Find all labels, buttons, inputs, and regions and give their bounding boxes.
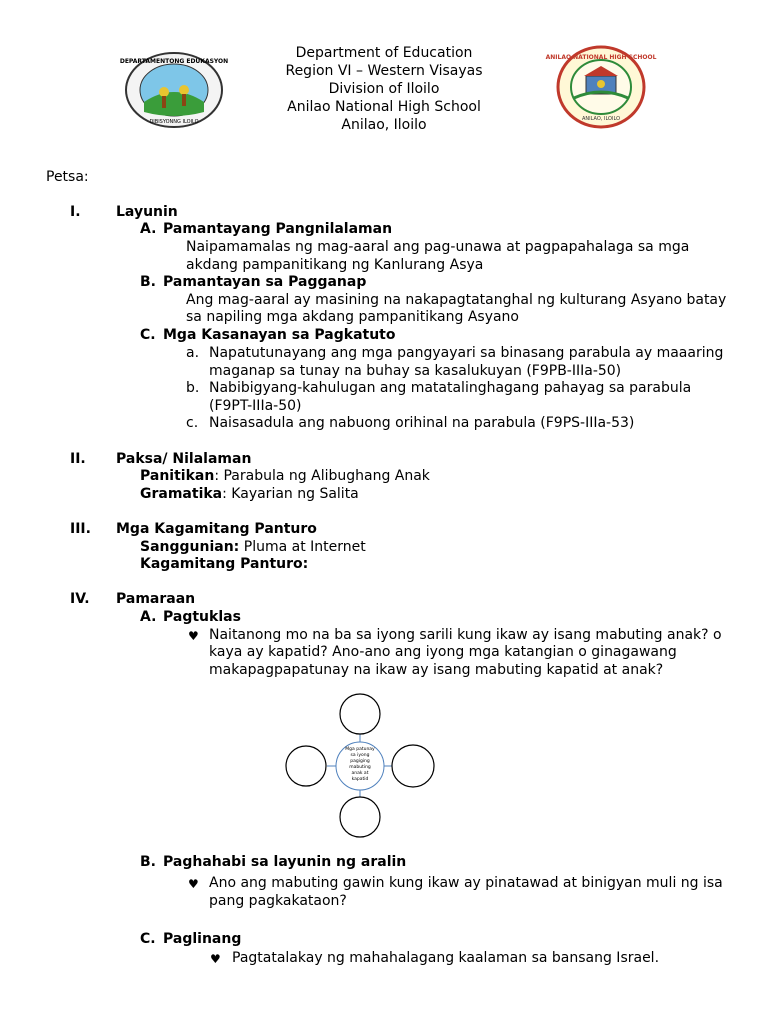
objective-b-letter: b. — [186, 380, 200, 396]
sanggunian-label: Sanggunian: — [140, 539, 240, 555]
section-1b-text-line1: Ang mag-aaral ay masining na nakapagtatanghal ng kulturang Asyano batay — [186, 292, 727, 308]
section-1b-text-line2: sa napiling mga akdang pampanitikang Asyano — [186, 309, 519, 325]
heart-bullet-icon: ♥ — [188, 877, 199, 891]
panitikan-label: Panitikan — [140, 468, 215, 484]
diagram-left-circle — [286, 746, 326, 786]
section-3-title: Mga Kagamitang Panturo — [116, 521, 317, 537]
sanggunian-row — [140, 538, 366, 556]
objective-a-line1: Napatutunayang ang mga pangyayari sa binasang parabula ay maaaring — [209, 345, 724, 361]
header-line-department: Department of Education — [295, 45, 473, 61]
gramatika-label: Gramatika — [140, 486, 223, 502]
section-4b-title: Paghahabi sa layunin ng aralin — [163, 854, 407, 870]
section-1c-title: Mga Kasanayan sa Pagkatuto — [163, 327, 396, 343]
section-1a-text-line1: Naipamamalas ng mag-aaral ang pag-unawa at pagpapahalaga sa mga — [186, 239, 690, 255]
section-1a-letter: A. — [140, 221, 157, 237]
diagram-center-text-3: pagiging — [350, 759, 370, 764]
anhs-seal-text: ANILAO NATIONAL HIGH SCHOOL — [545, 54, 657, 61]
pagtuklas-text-line1: Naitanong mo na ba sa iyong sarili kung ikaw ay isang mabuting anak? o — [209, 627, 722, 643]
heart-bullet-icon: ♥ — [188, 629, 199, 643]
section-4c-title: Paglinang — [163, 931, 242, 947]
objective-c-line1: Naisasadula ang nabuong orihinal na parabula (F9PS-IIIa-53) — [209, 415, 635, 431]
gramatika-value: : Kayarian ng Salita — [222, 486, 359, 502]
document-header — [0, 44, 768, 134]
paglinang-text-line1: Pagtatalakay ng mahahalagang kaalaman sa bansang Israel. — [232, 950, 660, 966]
objective-b-line1: Nabibigyang-kahulugan ang matatalinghagang pahayag sa parabula — [209, 380, 692, 396]
panitikan-row — [140, 467, 430, 485]
kagamitang-panturo-label: Kagamitang Panturo: — [140, 556, 309, 572]
deped-seal-text: DEPARTAMENTONG EDUKASYON — [119, 58, 229, 65]
header-line-address: Anilao, Iloilo — [341, 117, 427, 133]
diagram-center-text-6: kapatid — [351, 777, 369, 782]
anhs-seal-bottom-text: ANILAO, ILOILO — [581, 116, 621, 122]
gramatika-row — [140, 485, 359, 503]
section-4-title: Pamaraan — [116, 591, 196, 607]
petsa-label: Petsa: — [46, 169, 89, 185]
diagram-top-circle — [340, 694, 380, 734]
section-2-number: II. — [70, 451, 86, 467]
section-2-title: Paksa/ Nilalaman — [116, 451, 252, 467]
diagram-center-text-4: mabuting — [349, 765, 371, 770]
objective-b-line2: (F9PT-IIIa-50) — [209, 398, 302, 414]
section-1a-text-line2: akdang pampanitikang ng Kanlurang Asya — [186, 257, 484, 273]
diagram-center-text-1: Mga patunay — [345, 747, 375, 752]
objective-c-letter: c. — [186, 415, 199, 431]
diagram-center-text-2: sa iyong — [350, 753, 370, 758]
section-1-number: I. — [70, 204, 81, 220]
section-4c-letter: C. — [140, 931, 156, 947]
objective-a-line2: maganap sa tunay na buhay sa kasalukuyan (F9PB-IIIa-50) — [209, 363, 622, 379]
header-line-division: Division of Iloilo — [328, 81, 440, 97]
pagtuklas-text-line2: kaya ay kapatid? Ano-ano ang iyong mga katangian o ginagawang — [209, 644, 677, 660]
section-1b-letter: B. — [140, 274, 156, 290]
panitikan-value: : Parabula ng Alibughang Anak — [214, 468, 430, 484]
sanggunian-value: Pluma at Internet — [239, 539, 366, 555]
concept-map-diagram — [282, 694, 438, 838]
section-1-title: Layunin — [116, 204, 178, 220]
objective-a-letter: a. — [186, 345, 200, 361]
diagram-bottom-circle — [340, 797, 380, 837]
header-line-school: Anilao National High School — [287, 99, 481, 115]
paghahabi-text-line2: pang pagkakataon? — [209, 893, 347, 909]
section-1c-letter: C. — [140, 327, 156, 343]
diagram-right-circle — [392, 745, 434, 787]
section-4b-letter: B. — [140, 854, 156, 870]
diagram-center-text-5: anak at — [351, 771, 369, 776]
section-3-number: III. — [70, 521, 91, 537]
heart-bullet-icon: ♥ — [210, 952, 221, 966]
deped-seal-bottom-text: DIBISYONNG ILOILO — [149, 119, 199, 125]
section-1b-title: Pamantayan sa Pagganap — [163, 274, 367, 290]
section-4-number: IV. — [70, 591, 90, 607]
pagtuklas-text-line3: makapagpapatunay na ikaw ay isang mabuting kapatid at anak? — [209, 662, 664, 678]
section-1a-title: Pamantayang Pangnilalaman — [163, 221, 393, 237]
header-line-region: Region VI – Western Visayas — [285, 63, 483, 79]
paghahabi-text-line1: Ano ang mabuting gawin kung ikaw ay pinatawad at binigyan muli ng isa — [209, 875, 723, 891]
section-4a-title: Pagtuklas — [163, 609, 241, 625]
section-4a-letter: A. — [140, 609, 157, 625]
